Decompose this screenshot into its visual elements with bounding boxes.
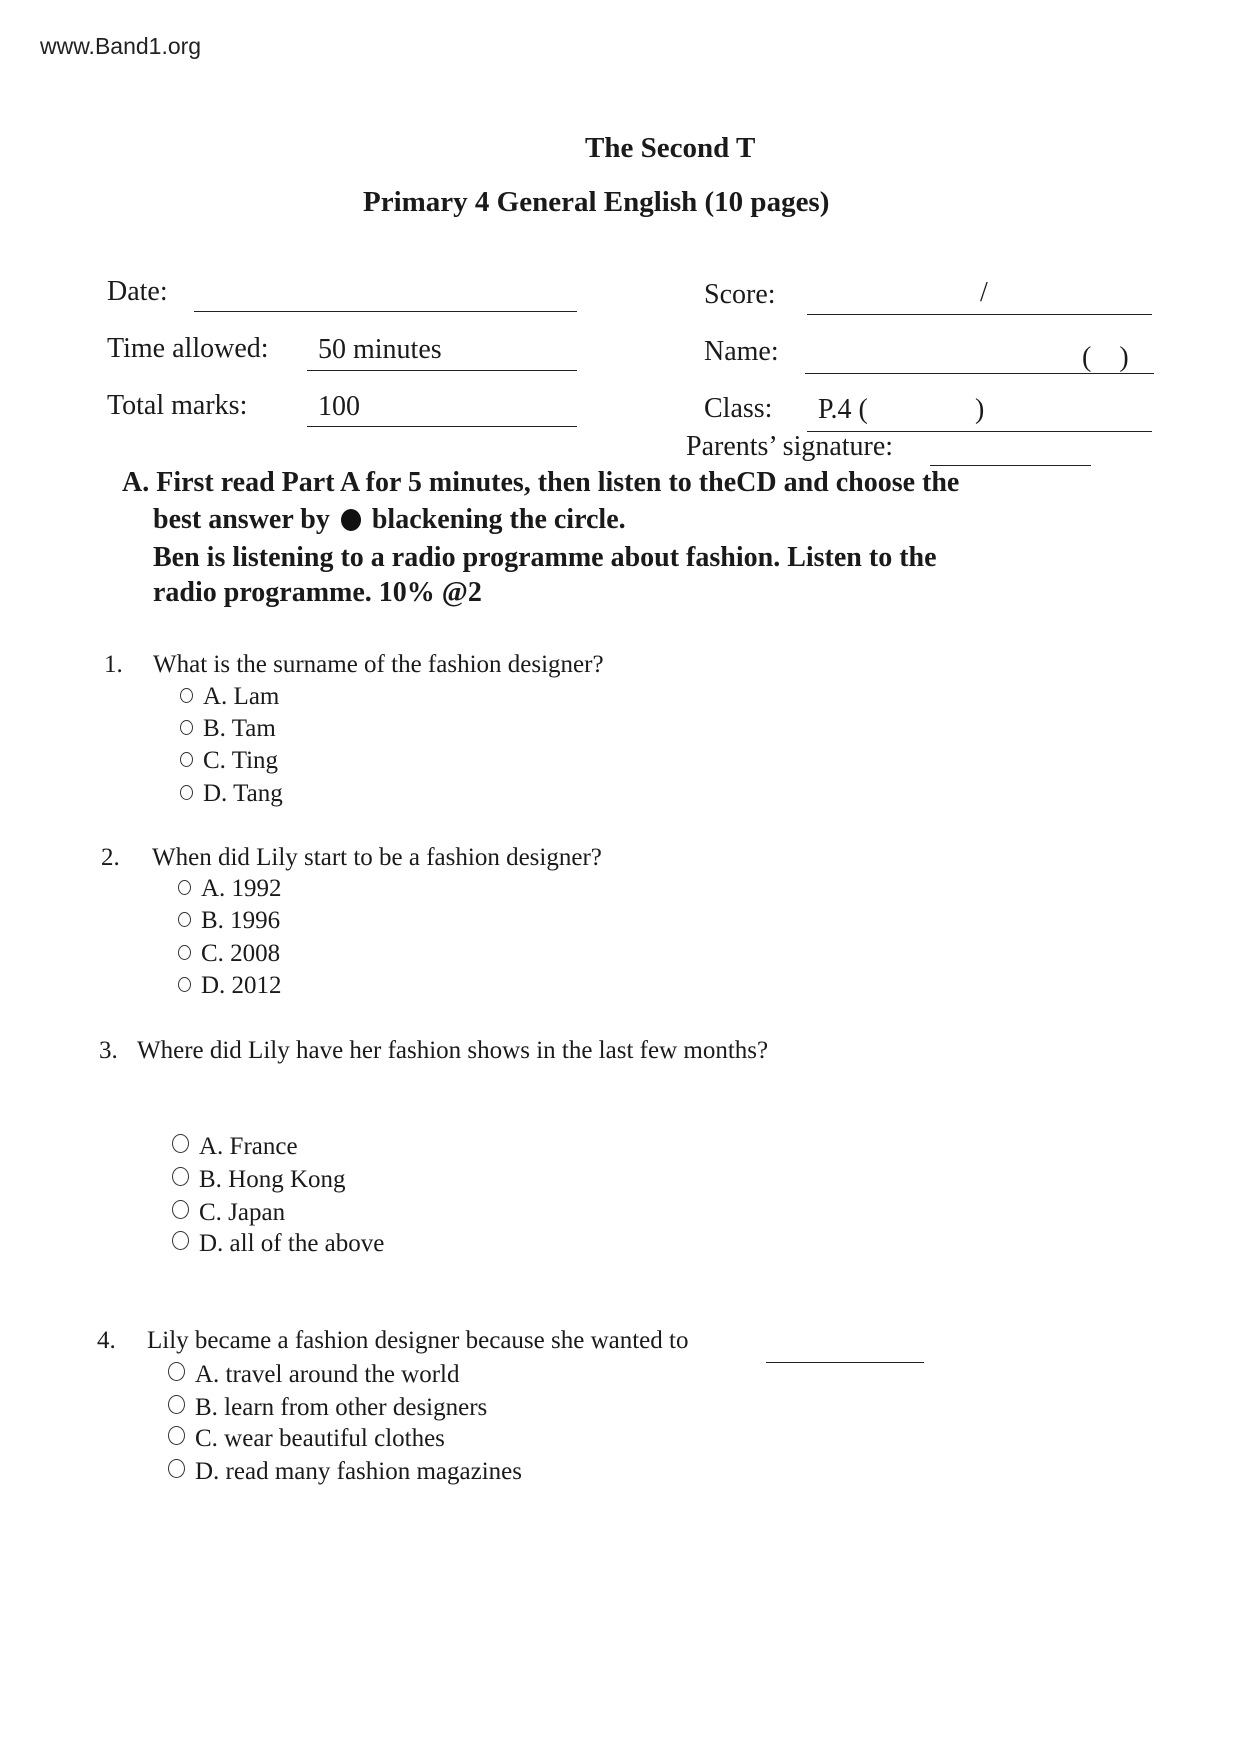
question-3-option-d[interactable]: D. all of the above bbox=[172, 1230, 384, 1258]
marks-value: 100 bbox=[318, 391, 360, 422]
marks-label: Total marks: bbox=[107, 390, 248, 421]
exam-subtitle: Primary 4 General English (10 pages) bbox=[363, 186, 830, 218]
watermark: www.Band1.org bbox=[40, 33, 202, 59]
question-1-option-c[interactable]: C. Ting bbox=[180, 747, 278, 775]
name-label: Name: bbox=[704, 336, 779, 367]
time-value: 50 minutes bbox=[318, 334, 442, 365]
radio-circle-icon[interactable] bbox=[180, 785, 193, 800]
section-a-line1: A. First read Part A for 5 minutes, then listen to theCD and choose the bbox=[122, 467, 960, 498]
class-close: ) bbox=[975, 394, 985, 425]
exam-title: The Second T bbox=[585, 132, 756, 164]
question-4-number: 4. bbox=[97, 1327, 116, 1354]
question-1-text: What is the surname of the fashion designer? bbox=[153, 651, 604, 678]
radio-circle-icon[interactable] bbox=[168, 1395, 185, 1414]
section-a-line3: Ben is listening to a radio programme about fashion. Listen to the bbox=[153, 542, 937, 573]
signature-label: Parents’ signature: bbox=[686, 431, 894, 462]
radio-circle-icon[interactable] bbox=[180, 752, 193, 767]
section-a-line2-post: blackening the circle. bbox=[371, 504, 626, 535]
question-3-option-a[interactable]: A. France bbox=[172, 1133, 298, 1161]
question-1-option-a[interactable]: A. Lam bbox=[180, 683, 279, 711]
time-label: Time allowed: bbox=[107, 333, 269, 364]
question-3-number: 3. bbox=[99, 1037, 118, 1064]
radio-circle-icon[interactable] bbox=[168, 1362, 185, 1381]
marks-line bbox=[307, 426, 577, 427]
question-4-text: Lily became a fashion designer because she wanted to bbox=[147, 1327, 689, 1354]
section-a-line2 bbox=[153, 503, 626, 537]
radio-circle-icon[interactable] bbox=[172, 1134, 189, 1153]
date-label: Date: bbox=[107, 276, 168, 307]
question-1-option-d[interactable]: D. Tang bbox=[180, 780, 283, 808]
radio-circle-icon[interactable] bbox=[178, 945, 191, 960]
radio-circle-icon[interactable] bbox=[180, 720, 193, 735]
question-1-option-b[interactable]: B. Tam bbox=[180, 715, 276, 743]
question-2-option-b[interactable]: B. 1996 bbox=[178, 907, 280, 935]
radio-circle-icon[interactable] bbox=[178, 977, 191, 992]
radio-circle-icon[interactable] bbox=[172, 1231, 189, 1250]
radio-circle-icon[interactable] bbox=[180, 688, 193, 703]
question-1-number: 1. bbox=[104, 651, 123, 678]
question-3-option-c[interactable]: C. Japan bbox=[172, 1199, 285, 1227]
question-2-text: When did Lily start to be a fashion designer? bbox=[152, 844, 602, 871]
question-3-text: Where did Lily have her fashion shows in the last few months? bbox=[137, 1037, 769, 1064]
question-2-option-d[interactable]: D. 2012 bbox=[178, 972, 282, 1000]
date-field[interactable] bbox=[194, 311, 577, 312]
question-4-blank[interactable] bbox=[766, 1362, 924, 1363]
question-4-option-c[interactable]: C. wear beautiful clothes bbox=[168, 1425, 445, 1453]
score-slash: / bbox=[980, 277, 988, 308]
name-field[interactable] bbox=[805, 373, 1154, 374]
question-4-option-a[interactable]: A. travel around the world bbox=[168, 1361, 460, 1389]
question-3-option-b[interactable]: B. Hong Kong bbox=[172, 1166, 346, 1194]
section-a-line4: radio programme. 10% @2 bbox=[153, 577, 482, 608]
name-class-number: ( ) bbox=[1082, 342, 1129, 373]
radio-circle-icon[interactable] bbox=[178, 880, 191, 895]
score-field[interactable] bbox=[807, 314, 1152, 315]
question-2-number: 2. bbox=[101, 844, 120, 871]
question-2-option-a[interactable]: A. 1992 bbox=[178, 875, 282, 903]
question-4-option-d[interactable]: D. read many fashion magazines bbox=[168, 1458, 522, 1486]
question-4-option-b[interactable]: B. learn from other designers bbox=[168, 1394, 487, 1422]
radio-circle-icon[interactable] bbox=[178, 912, 191, 927]
radio-circle-icon[interactable] bbox=[172, 1167, 189, 1186]
radio-circle-icon[interactable] bbox=[168, 1426, 185, 1445]
class-label: Class: bbox=[704, 393, 773, 424]
score-label: Score: bbox=[704, 279, 776, 310]
class-value: P.4 ( bbox=[818, 394, 868, 425]
question-2-option-c[interactable]: C. 2008 bbox=[178, 940, 280, 968]
filled-circle-icon bbox=[341, 509, 361, 531]
section-a-line2-pre: best answer by bbox=[153, 504, 330, 535]
time-line bbox=[307, 370, 577, 371]
radio-circle-icon[interactable] bbox=[168, 1459, 185, 1478]
radio-circle-icon[interactable] bbox=[172, 1200, 189, 1219]
